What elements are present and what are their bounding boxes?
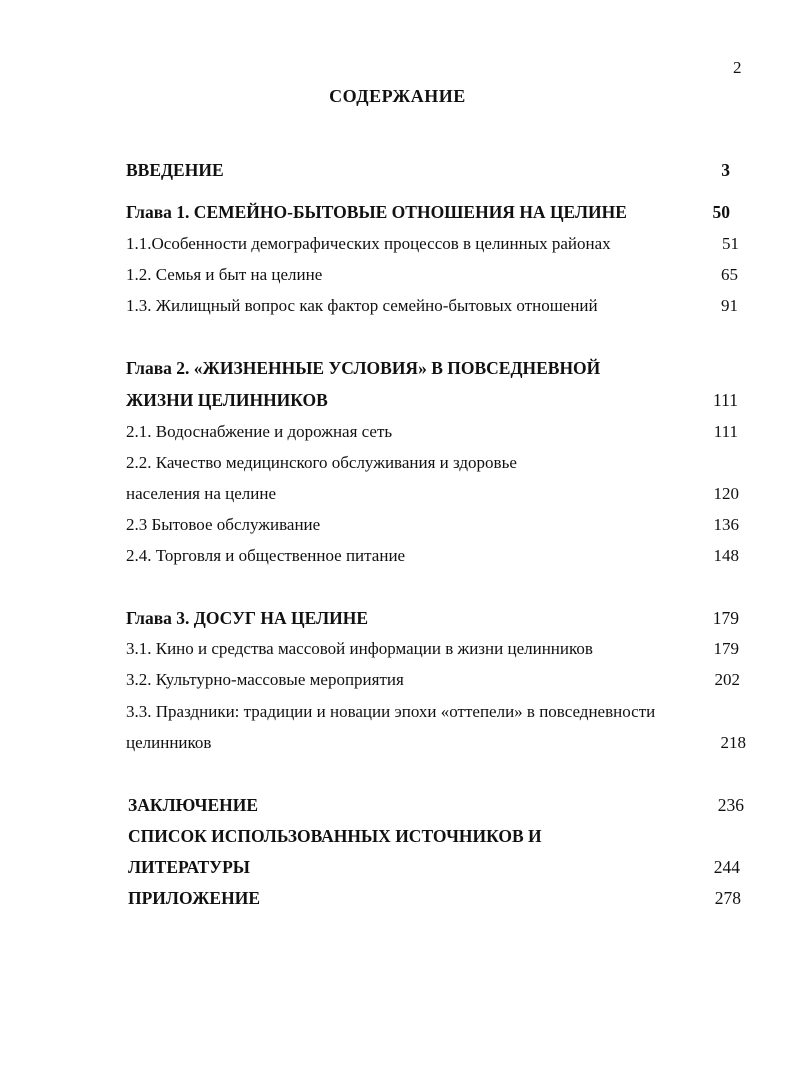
toc-entry-section-3-1 [126,637,739,661]
toc-entry-chapter-3 [126,606,739,630]
toc-entry-section-2-3 [126,513,739,537]
toc-entry-section-1-1 [126,232,739,256]
toc-entry-title: 3.3. Праздники: традиции и новации эпохи «оттепели» в повседневности [126,702,656,721]
toc-entry-conclusion [128,793,744,817]
toc-entry-chapter-2 [126,388,738,412]
toc-entry-page: 202 [714,670,740,689]
toc-entry-section-3-2 [126,668,740,692]
toc-entry-page: 3 [721,160,730,180]
toc-entry-title: ПРИЛОЖЕНИЕ [128,888,261,908]
toc-entry-page: 278 [714,888,741,908]
toc-entry-title: 1.1.Особенности демографических процессов в целинных районах [126,234,611,253]
toc-entry-appendix [128,886,741,910]
toc-entry-page: 65 [721,265,738,284]
toc-entry-page: 111 [713,422,738,441]
toc-entry-page: 51 [722,234,739,253]
toc-entry-chapter-1 [126,200,730,224]
toc-entry-section-2-1 [126,420,738,444]
toc-entry-title: 1.3. Жилищный вопрос как фактор семейно-бытовых отношений [126,296,598,315]
toc-entry-title: 2.3 Бытовое обслуживание [126,515,321,534]
toc-entry-section-2-2 [126,482,739,506]
toc-entry-title: Глава 1. СЕМЕЙНО-БЫТОВЫЕ ОТНОШЕНИЯ НА ЦЕЛИНЕ [126,202,627,222]
toc-entry-page: 179 [712,608,739,628]
toc-entry-title: СПИСОК ИСПОЛЬЗОВАННЫХ ИСТОЧНИКОВ И [128,826,542,846]
toc-entry-title: населения на целине [126,484,276,503]
toc-entry-sources-line-1 [128,824,744,848]
toc-entry-section-1-2 [126,263,738,287]
toc-entry-section-1-3 [126,294,738,318]
toc-entry-title: ЛИТЕРАТУРЫ [128,857,250,877]
toc-entry-section-3-3 [126,731,746,755]
toc-entry-title: ВВЕДЕНИЕ [126,160,224,180]
toc-entry-page: 136 [713,515,739,534]
toc-entry-title: ЗАКЛЮЧЕНИЕ [128,795,259,815]
toc-entry-page: 120 [713,484,739,503]
toc-entry-title: целинников [126,733,212,752]
toc-entry-sources [128,855,740,879]
toc-entry-page: 218 [720,733,746,752]
toc-entry-chapter-2-line-1 [126,356,738,380]
toc-entry-title: 1.2. Семья и быт на целине [126,265,323,284]
toc-entry-title: 2.4. Торговля и общественное питание [126,546,406,565]
page-title: СОДЕРЖАНИЕ [329,86,466,106]
toc-entry-section-3-3-line-1 [126,700,746,724]
toc-entry-intro [126,158,730,182]
toc-entry-title: ЖИЗНИ ЦЕЛИННИКОВ [126,390,328,410]
toc-entry-title: 2.2. Качество медицинского обслуживания и здоровье [126,453,517,472]
toc-entry-title: 2.1. Водоснабжение и дорожная сеть [126,422,393,441]
toc-entry-page: 111 [713,390,738,410]
toc-entry-title: Глава 3. ДОСУГ НА ЦЕЛИНЕ [126,608,369,628]
toc-entry-title: Глава 2. «ЖИЗНЕННЫЕ УСЛОВИЯ» В ПОВСЕДНЕВНОЙ [126,358,601,378]
toc-entry-section-2-4 [126,544,739,568]
page-number: 2 [733,58,742,77]
toc-entry-page: 179 [713,639,739,658]
toc-entry-page: 244 [713,857,740,877]
toc-entry-page: 91 [721,296,738,315]
toc-entry-section-2-2-line-1 [126,451,738,475]
toc-entry-title: 3.1. Кино и средства массовой информации в жизни целинников [126,639,593,658]
toc-entry-title: 3.2. Культурно-массовые мероприятия [126,670,404,689]
toc-entry-page: 148 [713,546,739,565]
toc-entry-page: 236 [717,795,744,815]
toc-entry-page: 50 [712,202,730,222]
